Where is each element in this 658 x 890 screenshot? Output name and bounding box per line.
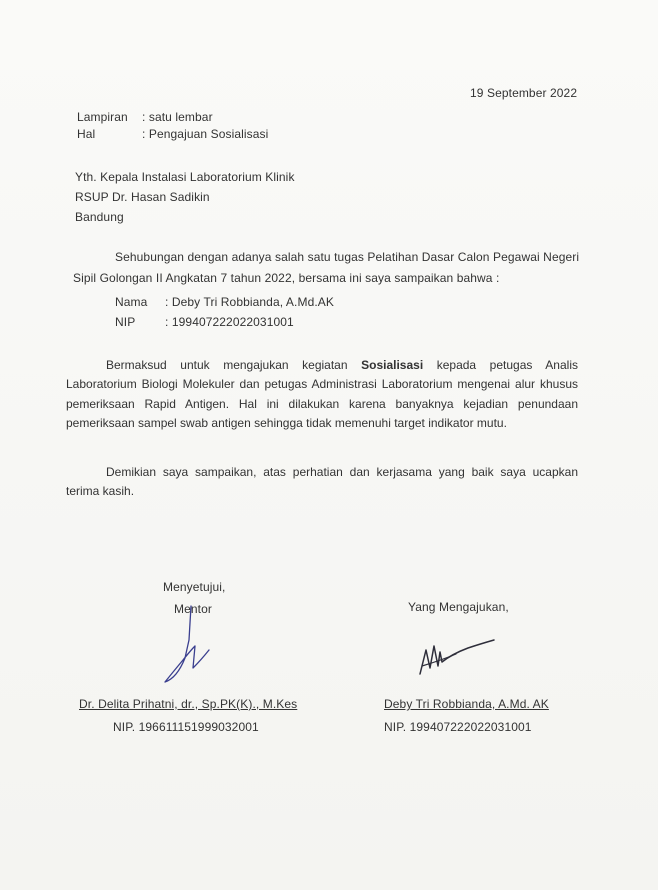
p1-bold-term: Sosialisasi xyxy=(361,358,424,372)
hal-label: Hal xyxy=(77,127,96,141)
nama-label: Nama xyxy=(115,295,148,309)
recipient-line-1: Yth. Kepala Instalasi Laboratorium Klinik xyxy=(75,170,295,184)
approve-label: Menyetujui, xyxy=(163,580,226,594)
body-paragraph-1 xyxy=(66,356,578,434)
recipient-line-2: RSUP Dr. Hasan Sadikin xyxy=(75,190,210,204)
nama-value: : Deby Tri Robbianda, A.Md.AK xyxy=(165,295,334,309)
mentor-label: Mentor xyxy=(174,602,212,616)
letter-date: 19 September 2022 xyxy=(470,86,578,100)
p1-text-before: Bermaksud untuk mengajukan kegiatan xyxy=(106,358,362,372)
lampiran-value: : satu lembar xyxy=(142,110,213,124)
lampiran-label: Lampiran xyxy=(77,110,128,124)
applicant-role: Yang Mengajukan, xyxy=(408,600,509,614)
intro-line-2: Sipil Golongan II Angkatan 7 tahun 2022, bersama ini saya sampaikan bahwa : xyxy=(73,271,500,285)
applicant-signature xyxy=(412,632,502,692)
mentor-signature xyxy=(155,600,225,690)
hal-value: : Pengajuan Sosialisasi xyxy=(142,127,269,141)
applicant-nip: NIP. 199407222022031001 xyxy=(384,720,532,734)
applicant-name: Deby Tri Robbianda, A.Md. AK xyxy=(384,697,549,711)
intro-line-1: Sehubungan dengan adanya salah satu tugas Pelatihan Dasar Calon Pegawai Negeri xyxy=(115,250,580,264)
body-paragraph-2 xyxy=(66,463,578,502)
nip-label: NIP xyxy=(115,315,136,329)
p1-text-after: kepada petugas Analis Laboratorium Biologi Molekuler dan petugas Administrasi Laboratorium mengenai alur khusus pemeriksaan Rapid Antigen. Hal ini dilakukan karena banyaknya kejadian penundaan pemeriksaan sampel swab antigen sehingga tidak memenuhi target indikator mutu. xyxy=(66,358,578,431)
mentor-name: Dr. Delita Prihatni, dr., Sp.PK(K)., M.Kes xyxy=(79,697,298,711)
nip-value: : 199407222022031001 xyxy=(165,315,294,329)
p2-text: Demikian saya sampaikan, atas perhatian dan kerjasama yang baik saya ucapkan terima kasih. xyxy=(66,465,578,499)
recipient-line-3: Bandung xyxy=(75,210,124,224)
mentor-nip: NIP. 196611151999032001 xyxy=(113,720,259,734)
